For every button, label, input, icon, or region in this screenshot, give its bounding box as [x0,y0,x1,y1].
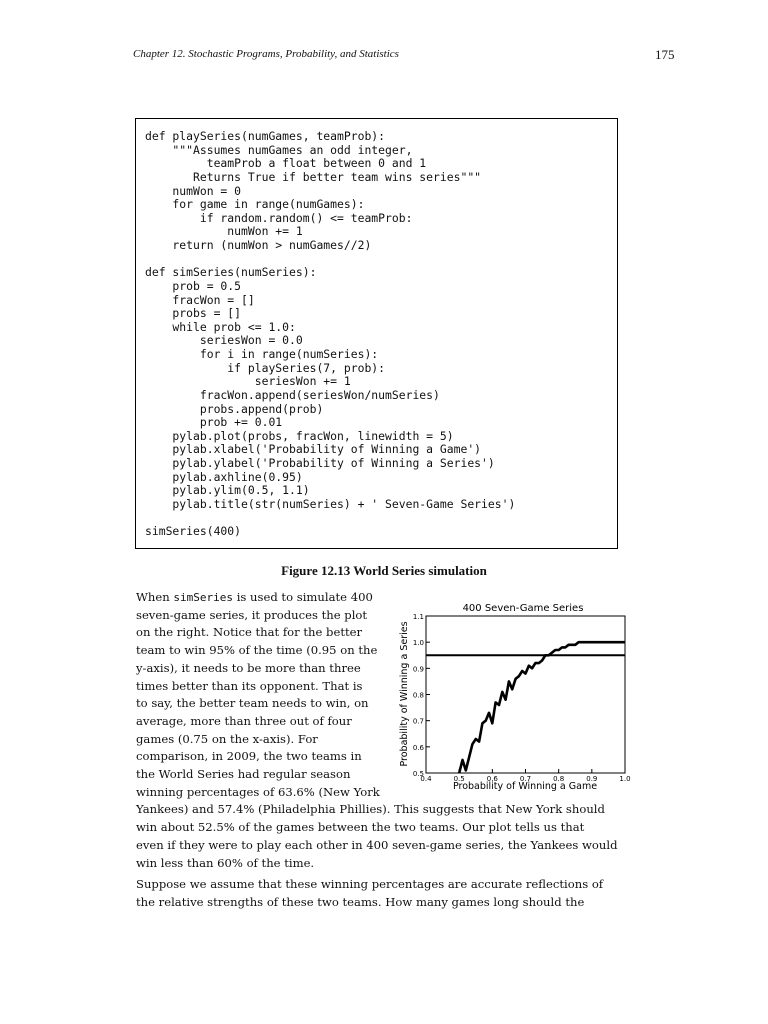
code-line: pylab.plot(probs, fracWon, linewidth = 5) [145,428,454,443]
text-line: win about 52.5% of the games between the two teams. Our plot tells us that [136,820,585,835]
text-line: games (0.75 on the x-axis). For [136,731,318,746]
code-line: seriesWon = 0.0 [145,333,303,348]
text-line: win less than 60% of the time. [136,855,315,870]
y-axis-label: Probability of Winning a Series [399,621,410,767]
page-number: 175 [655,47,675,62]
x-tick-label: 0.9 [586,775,598,783]
x-tick-label: 0.5 [453,775,465,783]
y-tick-label: 1.0 [412,639,424,648]
plot-frame [426,616,625,773]
code-line: def playSeries(numGames, teamProb): [145,129,386,143]
code-line: return (numWon > numGames//2) [145,238,372,252]
x-tick-label: 0.8 [553,775,565,783]
x-tick-label: 0.4 [420,775,432,783]
text-line: Yankees) and 57.4% (Philadelphia Phillies). This suggests that New York should [136,802,605,817]
code-listing-box [135,118,618,549]
text-line: winning percentages of 63.6% (New York [136,784,380,799]
text-line: on the right. Notice that for the better [136,625,363,640]
y-tick-label: 1.1 [412,613,424,621]
code-line: prob += 0.01 [145,415,283,430]
text-line: Suppose we assume that these winning percentages are accurate reflections of [136,877,604,891]
code-line: for i in range(numSeries): [145,347,379,361]
text-line: seven-game series, it produces the plot [136,607,368,622]
text-line: even if they were to play each other in 400 seven-game series, the Yankees would [136,837,618,852]
code-line: """Assumes numGames an odd integer, [145,142,413,157]
code-line: simSeries(400) [145,524,242,539]
running-header: Chapter 12. Stochastic Programs, Probability, and Statistics [133,48,399,60]
code-line: seriesWon += 1 [145,374,351,389]
code-line: pylab.title(str(numSeries) + ' Seven-Game Series') [145,496,516,511]
code-line: if random.random() <= teamProb: [145,210,413,225]
series-chart [392,596,648,796]
code-line: for game in range(numGames): [145,197,365,212]
text-line: team to win 95% of the time (0.95 on the [136,643,378,658]
x-tick-label: 1.0 [619,775,631,783]
code-line: numWon = 0 [145,183,242,198]
text-run: is used to simulate 400 [233,590,373,604]
code-line: pylab.axhline(0.95) [145,469,303,484]
chart-title: 400 Seven-Game Series [462,603,584,614]
code-line: pylab.ylabel('Probability of Winning a Series') [145,456,495,470]
text-line: y-axis), it needs to be more than three [136,660,361,675]
code-line: teamProb a float between 0 and 1 [145,156,427,171]
series-line [459,642,625,773]
text-line: the World Series had regular season [136,767,351,781]
code-line: pylab.xlabel('Probability of Winning a Game') [145,442,482,457]
code-line: prob = 0.5 [145,278,242,293]
text-line [136,590,373,604]
code-line: probs.append(prob) [145,401,324,416]
y-tick-label: 0.9 [412,665,424,674]
figure-caption: Figure 12.13 World Series simulation [281,563,487,578]
x-tick-label: 0.7 [519,775,532,783]
inline-code: simSeries [173,591,234,604]
code-line: numWon += 1 [145,224,303,239]
text-line: to say, the better team needs to win, on [136,696,369,711]
text-line: average, more than three out of four [136,713,352,728]
y-tick-label: 0.6 [412,743,424,752]
text-run: When [136,590,174,604]
code-line: Returns True if better team wins series""" [145,169,482,184]
text-line: times better than its opponent. That is [136,678,363,693]
code-line: while prob <= 1.0: [145,319,296,334]
code-line: fracWon = [] [145,292,255,307]
code-line: fracWon.append(seriesWon/numSeries) [145,387,440,402]
text-line: the relative strengths of these two teams. How many games long should the [136,894,585,909]
y-tick-label: 0.5 [412,770,424,778]
code-listing [145,130,515,539]
x-tick-label: 0.6 [486,775,498,783]
x-axis-label: Probability of Winning a Game [452,781,598,792]
code-line: def simSeries(numSeries): [145,265,317,280]
text-line: comparison, in 2009, the two teams in [136,749,362,764]
code-line: probs = [] [145,306,242,321]
y-tick-label: 0.7 [412,717,424,726]
code-line: pylab.ylim(0.5, 1.1) [145,483,310,498]
code-line: if playSeries(7, prob): [145,360,386,375]
y-tick-label: 0.8 [412,691,424,700]
